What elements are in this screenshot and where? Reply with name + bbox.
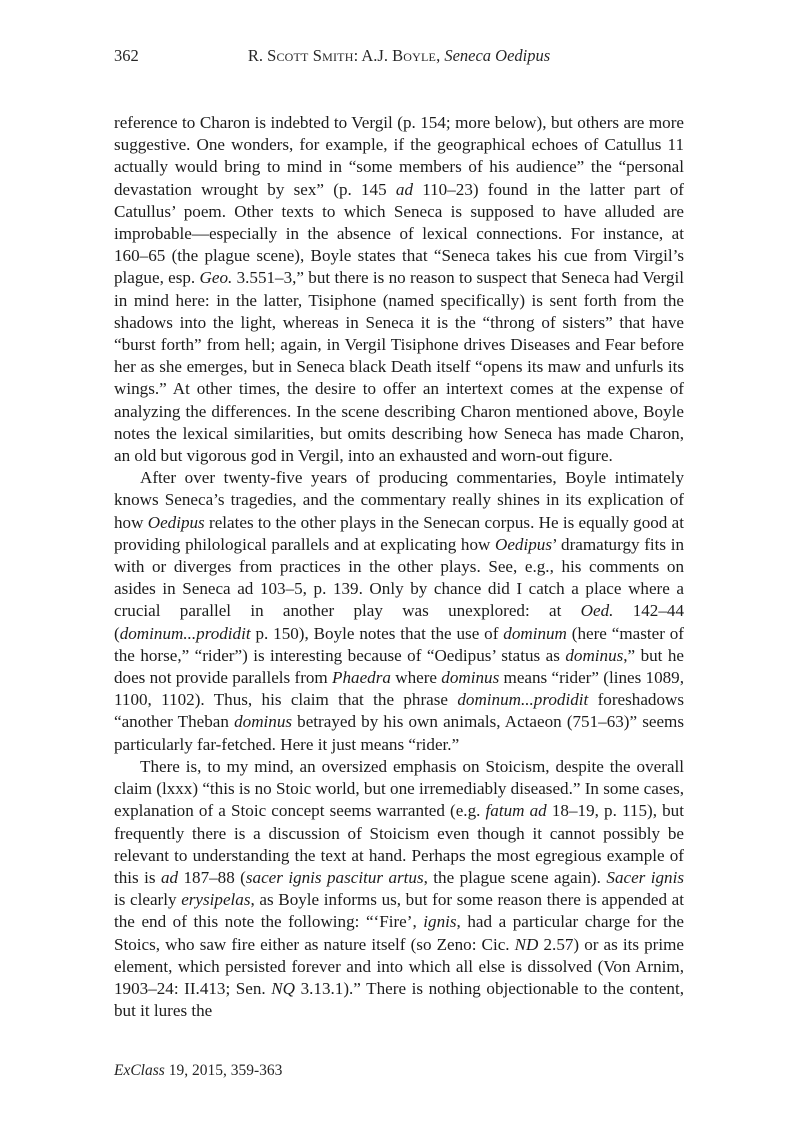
journal-name: ExClass (114, 1062, 165, 1079)
p1-latin-ad: ad (395, 179, 413, 199)
p3-seg07: , the plague scene again). (423, 867, 607, 887)
p3-seg11: , as Boyle informs us, but for some reason there is appended at the end of this note the following: “‘Fire’, (114, 890, 685, 932)
p3-seg13: , had a particular charge for the Stoics, who saw fire either as nature itself (so Zeno: Cic. (114, 912, 684, 954)
p3-seg05: 187–88 ( (178, 867, 246, 887)
p2-seg15: where (390, 668, 442, 688)
p2-seg19: foreshadows “another Theban (114, 690, 684, 732)
p2-seg05: ’ dramaturgy fits in with or diverges from practices in the other plays. See, e.g., his comments on asides in Seneca ad 103–5, p. 139. Only by chance did I catch a place where a crucial parallel in another play was unexplored: at (114, 534, 684, 621)
p2-title-oedipus-1: Oedipus (147, 512, 205, 532)
p2-title-phaedra: Phaedra (332, 668, 391, 688)
page-number: 362 (114, 46, 139, 65)
p3-latin-ad: ad (160, 867, 179, 887)
running-head-reviewed-author: Boyle (392, 46, 437, 65)
running-head-author-initial: R. (247, 46, 268, 65)
running-head-author-first: Scott (267, 46, 309, 65)
p2-seg09: p. 150), Boyle notes that the use of (250, 623, 504, 643)
p3-latin-fatum-ad: fatum ad (485, 801, 547, 821)
p1-seg03: 110–23) found in the latter part of Catullus’ poem. Other texts to which Seneca is supposed to have alluded are improbable—especially in the absence of lexical connections. For instance, at 160–65 (the plague scene), Boyle states that “Seneca takes his cue from Virgil’s plague, esp. (114, 179, 684, 288)
journal-citation: 19, 2015, 359-363 (164, 1062, 283, 1079)
p2-latin-dominum-prodidit-2: dominum...prodidit (457, 690, 589, 710)
p2-title-oedipus-2: Oedipus (495, 534, 552, 554)
paragraph-1 (114, 112, 684, 467)
p1-seg01: reference to Charon is indebted to Vergil (p. 154; more below), but others are more suggestive. One wonders, for example, if the geographical echoes of Catullus 11 actually would bring to mind in “some members of his audience” the “personal devastation wrought by sex” (p. 145 (114, 113, 684, 199)
p2-latin-dominus-1: dominus (565, 645, 624, 665)
p2-citation-oed: Oed. (580, 601, 614, 621)
paragraph-3 (114, 756, 684, 1022)
p2-seg07: 142–44 ( (114, 601, 684, 643)
p3-latin-erysipelas: erysipelas (181, 890, 251, 910)
p2-seg03: relates to the other plays in the Senecan corpus. He is equally good at providing philological parallels and at explicating how (114, 512, 684, 554)
p2-latin-dominus-2: dominus (441, 668, 500, 688)
p2-seg21: betrayed by his own animals, Actaeon (751–63)” seems particularly far-fetched. Here it just means “rider.” (114, 712, 684, 754)
running-head-title (114, 44, 684, 68)
p3-latin-sacer-ignis: Sacer ignis (606, 867, 684, 887)
p3-seg15: 2.57) or as its prime element, which persisted forever and into which all else is dissolved (Von Arnim, 1903–24: II.413; Sen. (114, 934, 684, 998)
p2-latin-dominum: dominum (503, 623, 567, 643)
body-text (114, 112, 684, 1022)
p3-latin-ignis: ignis (423, 912, 457, 932)
page-footer (114, 1060, 282, 1082)
p3-seg17: 3.13.1).” There is nothing objectionable to the content, but it lures the (114, 978, 684, 1021)
p2-seg13: ,” but he does not provide parallels from (114, 645, 684, 688)
p1-citation-geo: Geo. (199, 268, 233, 288)
running-head (114, 44, 684, 68)
p3-seg01: There is, to my mind, an oversized emphasis on Stoicism, despite the overall claim (lxxx) “this is no Stoic world, but one irremediably diseased.” In some cases, explanation of a Stoic concept seems warranted (e.g. (114, 756, 684, 821)
p2-seg01: After over twenty-five years of producing commentaries, Boyle intimately knows Seneca’s tragedies, and the commentary really shines in its explication of how (114, 468, 684, 532)
running-head-author-last: Smith (312, 46, 354, 65)
paragraph-2 (114, 467, 684, 756)
p3-citation-nq: NQ (271, 978, 296, 998)
running-head-comma: , (436, 46, 445, 65)
p1-seg05: 3.551–3,” but there is no reason to suspect that Seneca had Vergil in mind here: in the latter, Tisiphone (named specifically) is sent forth from the shadows into the light, whereas in Seneca it is the “throng of sisters” that have “burst forth” from hell; again, in Vergil Tisiphone drives Diseases and Fear before her as she emerges, but in Seneca black Death itself “opens its maw and unfurls its wings.” At other times, the desire to offer an intertext comes at the expense of analyzing the differences. In the scene describing Charon mentioned above, Boyle notes the lexical similarities, but omits describing how Seneca has made Charon, an old but vigorous god in Vergil, into an exhausted and worn-out figure. (114, 268, 684, 466)
p2-seg11: (here “master of the horse,” “rider”) is interesting because of “Oedipus’ status as (114, 623, 684, 665)
p3-seg09: is clearly (114, 890, 182, 910)
running-head-work-title: Seneca Oedipus (444, 46, 551, 65)
p3-seg03: 18–19, p. 115), but frequently there is a discussion of Stoicism even though it cannot possibly be relevant to understanding the text at hand. Perhaps the most egregious example of this is (114, 801, 684, 887)
p3-citation-nd: ND (514, 934, 539, 954)
p3-latin-sacer-ignis-quote: sacer ignis pascitur artus (245, 867, 424, 887)
p2-seg17: means “rider” (lines 1089, 1100, 1102). Thus, his claim that the phrase (114, 668, 684, 710)
p2-latin-dominus-3: dominus (234, 712, 293, 732)
p2-latin-dominum-prodidit-1: dominum...prodidit (119, 623, 251, 643)
running-head-separator: : A.J. (353, 46, 393, 65)
